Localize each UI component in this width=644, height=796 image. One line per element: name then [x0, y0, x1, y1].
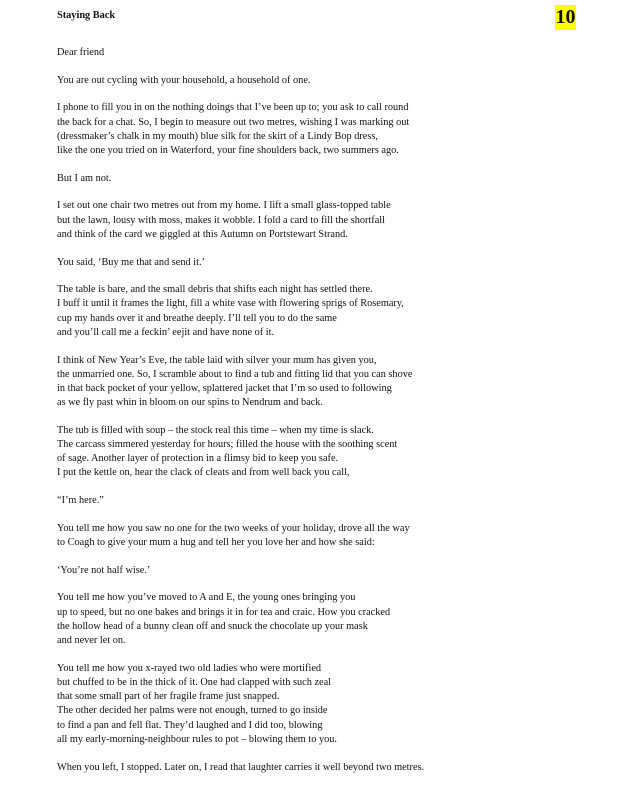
paragraph [57, 199, 627, 242]
text-line: and never let on. [57, 635, 126, 647]
text-line: of sage. Another layer of protection in a flimsy bid to keep you safe. [57, 453, 339, 465]
page-number-badge: 10 [555, 6, 576, 28]
text-line: and think of the card we giggled at this Autumn on Portstewart Strand. [57, 228, 348, 240]
text-line: I think of New Year’s Eve, the table laid with silver your mum has given you, [57, 354, 377, 366]
text-line: in that back pocket of your yellow, splattered jacket that I’m so used to following [57, 382, 392, 394]
paragraph [57, 172, 627, 186]
text-line: Dear friend [57, 47, 105, 58]
text-line: But I am not. [57, 172, 112, 184]
text-line: all my early-morning-neighbour rules to pot – blowing them to you. [57, 733, 337, 745]
paragraph [57, 354, 627, 411]
text-line: The carcass simmered yesterday for hours; filled the house with the soothing scent [57, 439, 398, 451]
poem-body [57, 46, 627, 788]
text-line: You tell me how you saw no one for the two weeks of your holiday, drove all the way [57, 522, 410, 534]
text-line: I buff it until it frames the light, fill a white vase with flowering sprigs of Rosemary, [57, 298, 404, 310]
text-line: but chuffed to be in the thick of it. One had clapped with such zeal [57, 677, 332, 688]
paragraph [57, 46, 627, 60]
paragraph [57, 761, 627, 775]
text-line: The table is bare, and the small debris that shifts each night has settled there. [57, 284, 373, 296]
text-line: The other decided her palms were not enough, turned to go inside [57, 705, 328, 717]
text-line: like the one you tried on in Waterford, your fine shoulders back, two summers ago. [57, 145, 399, 157]
text-line: as we fly past whin in bloom on our spins to Nendrum and back. [57, 397, 323, 409]
text-line: the unmarried one. So, I scramble about to find a tub and fitting lid that you can shove [57, 368, 413, 380]
paragraph [57, 256, 627, 270]
text-line: You tell me how you’ve moved to A and E, the young ones bringing you [57, 592, 356, 604]
text-line: (dressmaker’s chalk in my mouth) blue silk for the skirt of a Lindy Bop dress, [57, 130, 378, 142]
paragraph [57, 424, 627, 481]
text-line: cup my hands over it and breathe deeply. I’ll tell you to do the same [57, 312, 337, 324]
paragraph [57, 591, 627, 648]
paragraph [57, 283, 627, 340]
paragraph [57, 522, 627, 550]
paragraph [57, 564, 627, 578]
text-line: “I’m here.” [57, 495, 104, 507]
text-line: but the lawn, lousy with moss, makes it wobble. I fold a card to fill the shortfall [57, 214, 386, 226]
paragraph [57, 74, 627, 88]
text-line: ‘You’re not half wise.’ [57, 564, 151, 576]
text-line: that some small part of her fragile frame just snapped. [57, 691, 280, 703]
text-line: The tub is filled with soup – the stock real this time – when my time is slack. [57, 424, 374, 436]
text-line: the back for a chat. So, I begin to measure out two metres, wishing I was marking out [57, 116, 410, 128]
text-line: You are out cycling with your household, a household of one. [57, 74, 311, 86]
text-line: You tell me how you x-rayed two old ladies who were mortified [57, 662, 322, 674]
text-line: I phone to fill you in on the nothing doings that I’ve been up to; you ask to call round [57, 102, 409, 114]
text-line: I set out one chair two metres out from my home. I lift a small glass-topped table [57, 200, 391, 212]
text-line: I put the kettle on, hear the clack of cleats and from well back you call, [57, 467, 350, 479]
paragraph [57, 101, 627, 158]
text-line: You said, ‘Buy me that and send it.’ [57, 256, 205, 268]
text-line: to find a pan and fell flat. They’d laughed and I did too, blowing [57, 719, 323, 731]
paragraph [57, 494, 627, 508]
paragraph [57, 662, 627, 747]
text-line: up to speed, but no one bakes and brings it in for tea and craic. How you cracked [57, 606, 391, 618]
text-line: to Coagh to give your mum a hug and tell her you love her and how she said: [57, 537, 375, 549]
document-title: Staying Back [57, 10, 116, 21]
text-line: and you’ll call me a feckin’ eejit and have none of it. [57, 326, 275, 338]
text-line: When you left, I stopped. Later on, I read that laughter carries it well beyond two metres. [57, 761, 425, 773]
text-line: the hollow head of a bunny clean off and snuck the chocolate up your mask [57, 620, 368, 632]
